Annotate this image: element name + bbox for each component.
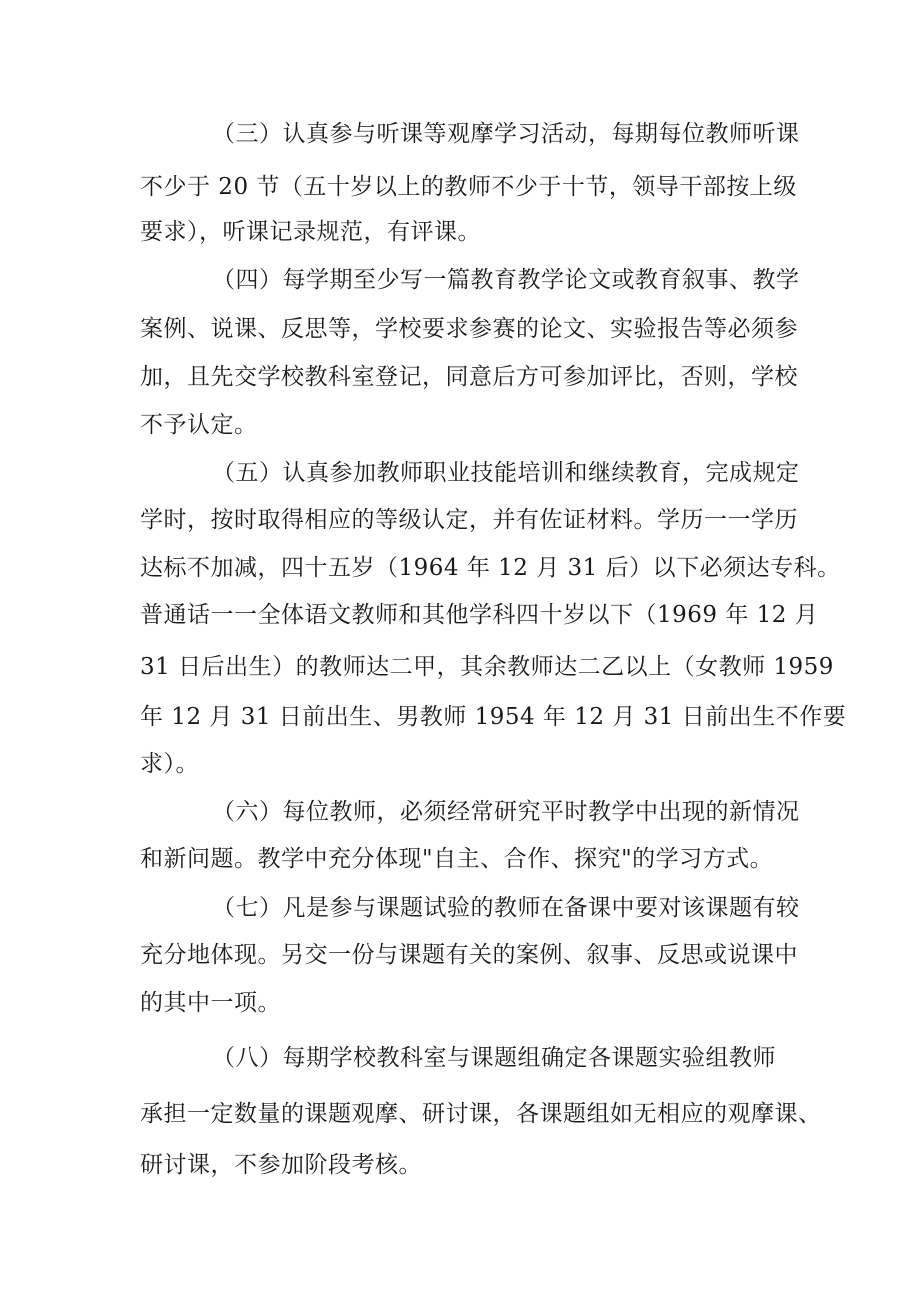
paragraph-line: 要求），听课记录规范，有评课。 [140, 219, 481, 245]
paragraph-line: 研讨课，不参加阶段考核。 [140, 1152, 422, 1178]
paragraph-line: 的其中一项。 [140, 990, 281, 1016]
paragraph-line: 达标不加减，四十五岁（1964 年 12 月 31 后）以下必须达专科。 [140, 555, 841, 581]
paragraph-line: 案例、说课、反思等，学校要求参赛的论文、实验报告等必须参 [140, 316, 798, 342]
paragraph-line: （三）认真参与听课等观摩学习活动，每期每位教师听课 [212, 121, 800, 147]
paragraph-line: （四）每学期至少写一篇教育教学论文或教育叙事、教学 [212, 267, 800, 293]
paragraph-line: 普通话一一全体语文教师和其他学科四十岁以下（1969 年 12 月 [140, 602, 819, 628]
paragraph-line: 承担一定数量的课题观摩、研讨课，各课题组如无相应的观摩课、 [140, 1101, 822, 1127]
paragraph-line: 不少于 20 节（五十岁以上的教师不少于十节，领导干部按上级 [140, 174, 797, 200]
paragraph-line: 不予认定。 [140, 412, 258, 438]
paragraph-line: 求）。 [140, 751, 199, 777]
paragraph-line: 学时，按时取得相应的等级认定，并有佐证材料。学历一一学历 [140, 507, 798, 533]
paragraph-line: （七）凡是参与课题试验的教师在备课中要对该课题有较 [212, 895, 800, 921]
paragraph-line: 加，且先交学校教科室登记，同意后方可参加评比，否则，学校 [140, 364, 798, 390]
paragraph-line: （五）认真参加教师职业技能培训和继续教育，完成规定 [212, 460, 800, 486]
paragraph-line: （八）每期学校教科室与课题组确定各课题实验组教师 [212, 1045, 776, 1071]
paragraph-line: 充分地体现。另交一份与课题有关的案例、叙事、反思或说课中 [140, 942, 798, 968]
paragraph-line: 和新问题。教学中充分体现"自主、合作、探究"的学习方式。 [140, 846, 774, 872]
paragraph-line: （六）每位教师，必须经常研究平时教学中出现的新情况 [212, 799, 800, 825]
paragraph-line: 31 日后出生）的教师达二甲，其余教师达二乙以上（女教师 1959 [140, 654, 834, 680]
paragraph-line: 年 12 月 31 日前出生、男教师 1954 年 12 月 31 日前出生不作要 [140, 704, 847, 730]
